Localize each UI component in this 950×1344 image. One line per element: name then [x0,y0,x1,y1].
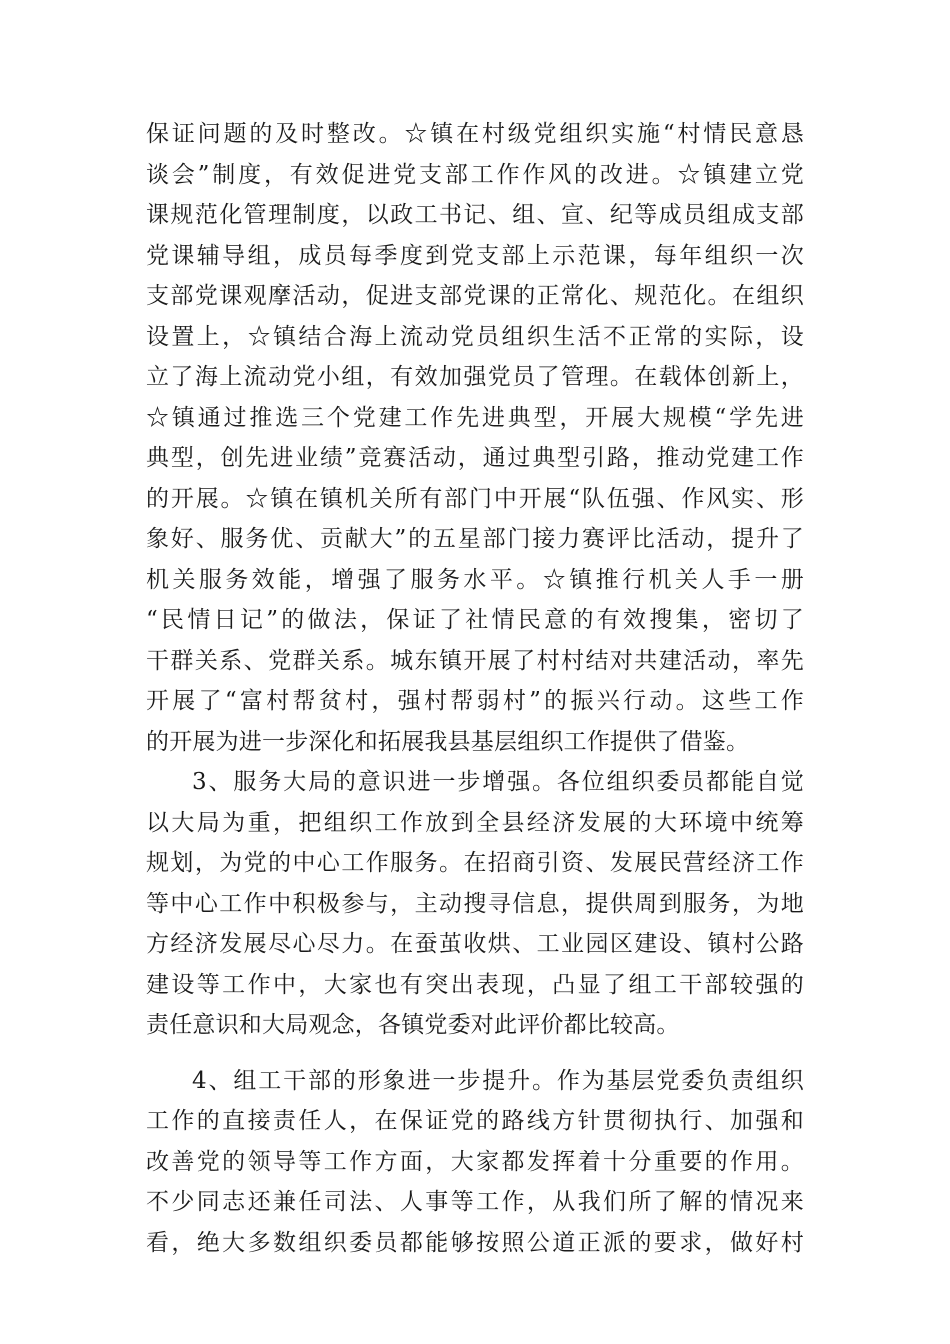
text-line: 看，绝大多数组织委员都能够按照公道正派的要求，做好村 [146,1229,804,1256]
text-line: 象好、服务优、贡献大”的五星部门接力赛评比活动，提升了 [146,526,804,552]
text-line: 规划，为党的中心工作服务。在招商引资、发展民营经济工作 [146,850,804,876]
text-line: 等中心工作中积极参与，主动搜寻信息，提供周到服务，为地 [146,890,804,917]
text-line: 的开展为进一步深化和拓展我县基层组织工作提供了借鉴。 [146,728,750,755]
text-line: 4、组工干部的形象进一步提升。作为基层党委负责组织 [192,1067,804,1094]
text-line: 开展了“富村帮贫村，强村帮弱村”的振兴行动。这些工作 [146,688,804,714]
text-line: 支部党课观摩活动，促进支部党课的正常化、规范化。在组织 [146,283,804,309]
text-line: 机关服务效能，增强了服务水平。☆镇推行机关人手一册 [146,566,804,593]
text-line: 课规范化管理制度，以政工书记、组、宣、纪等成员组成支部 [146,202,804,228]
text-line: 干群关系、党群关系。城东镇开展了村村结对共建活动，率先 [146,647,804,674]
text-line: 建设等工作中，大家也有突出表现，凸显了组工干部较强的 [146,971,804,998]
text-line: 责任意识和大局观念，各镇党委对此评价都比较高。 [146,1012,680,1038]
paragraph-gap [146,1046,804,1061]
text-line: “民情日记”的做法，保证了社情民意的有效搜集，密切了 [146,607,804,633]
text-line: 改善党的领导等工作方面，大家都发挥着十分重要的作用。 [146,1148,804,1175]
text-line: ☆镇通过推选三个党建工作先进典型，开展大规模“学先进 [146,404,804,431]
text-line: 3、服务大局的意识进一步增强。各位组织委员都能自觉 [192,769,804,795]
text-line: 立了海上流动党小组，有效加强党员了管理。在载体创新上， [146,364,804,390]
text-line: 保证问题的及时整改。☆镇在村级党组织实施“村情民意恳 [146,121,804,147]
text-line: 党课辅导组，成员每季度到党支部上示范课，每年组织一次 [146,242,804,269]
text-line: 不少同志还兼任司法、人事等工作，从我们所了解的情况来 [146,1189,804,1215]
text-line: 设置上，☆镇结合海上流动党员组织生活不正常的实际，设 [146,323,804,350]
text-line: 方经济发展尽心尽力。在蚕茧收烘、工业园区建设、镇村公路 [146,931,804,957]
body-text [146,114,804,1263]
text-line: 谈会”制度，有效促进党支部工作作风的改进。☆镇建立党 [146,161,804,188]
text-line: 工作的直接责任人，在保证党的路线方针贯彻执行、加强和 [146,1108,804,1134]
text-line: 典型，创先进业绩”竞赛活动，通过典型引路，推动党建工作 [146,445,804,471]
text-line: 的开展。☆镇在镇机关所有部门中开展“队伍强、作风实、形 [146,485,804,512]
text-line: 以大局为重，把组织工作放到全县经济发展的大环境中统筹 [146,809,804,836]
